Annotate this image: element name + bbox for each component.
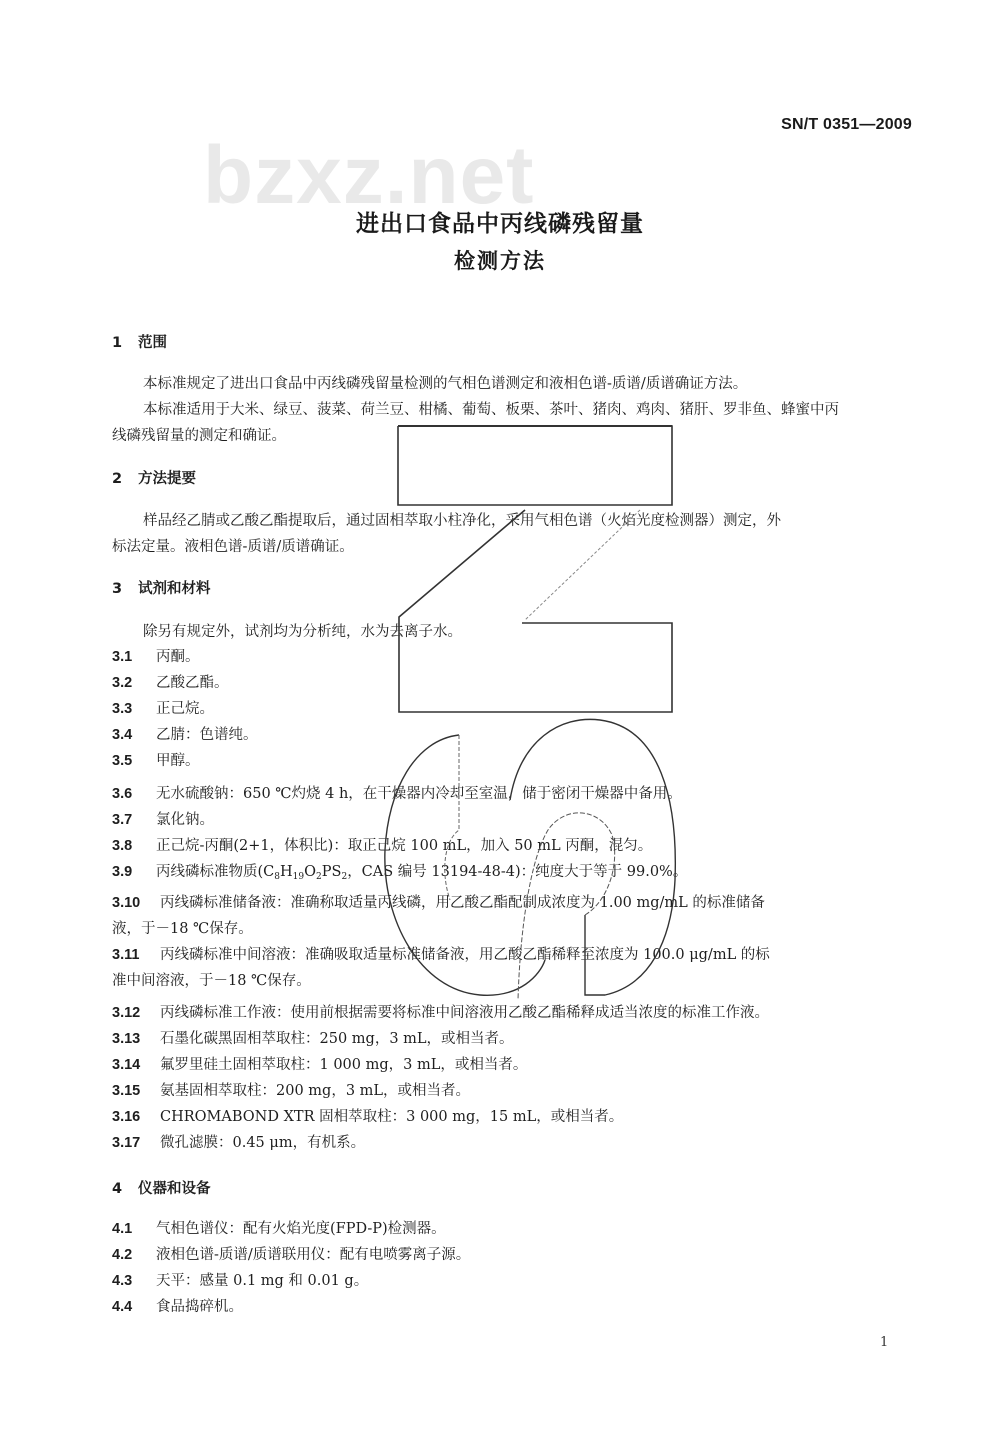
section-heading-scope: 1 范围 [112, 335, 167, 351]
paragraph-continuation: 标法定量。液相色谱-质谱/质谱确证。 [112, 539, 354, 555]
section-heading-instruments: 4 仪器和设备 [112, 1181, 211, 1197]
list-item: 3.14 氟罗里硅土固相萃取柱：1 000 mg，3 mL，或相当者。 [112, 1057, 528, 1073]
list-item: 4.2 液相色谱-质谱/质谱联用仪：配有电喷雾离子源。 [112, 1247, 471, 1263]
list-item: 3.7 氯化钠。 [112, 812, 214, 828]
section-heading-method-summary: 2 方法提要 [112, 471, 196, 487]
list-item: 3.5 甲醇。 [112, 753, 200, 769]
list-item: 3.3 正己烷。 [112, 701, 214, 717]
list-item: 3.10 丙线磷标准储备液：准确称取适量丙线磷，用乙酸乙酯配制成浓度为 1.00 mg/mL 的标准储备 [112, 895, 765, 911]
list-item: 3.8 正己烷-丙酮(2+1，体积比)：取正己烷 100 mL，加入 50 mL 丙酮，混匀。 [112, 838, 653, 854]
document-title: 进出口食品中丙线磷残留量 [356, 211, 644, 237]
list-item-continuation: 液，于－18 ℃保存。 [112, 921, 253, 937]
watermark: bzxz.net [203, 130, 535, 221]
paragraph: 本标准规定了进出口食品中丙线磷残留量检测的气相色谱测定和液相色谱-质谱/质谱确证方法。 [143, 376, 748, 392]
reagents-intro: 除另有规定外，试剂均为分析纯，水为去离子水。 [143, 624, 462, 640]
document-subtitle: 检测方法 [454, 249, 546, 273]
list-item: 3.17 微孔滤膜：0.45 μm，有机系。 [112, 1135, 366, 1151]
list-item: 3.16 CHROMABOND XTR 固相萃取柱：3 000 mg，15 mL，或相当者。 [112, 1109, 624, 1125]
paragraph: 样品经乙腈或乙酸乙酯提取后，通过固相萃取小柱净化，采用气相色谱（火焰光度检测器）测定，外 [143, 513, 781, 529]
list-item: 3.2 乙酸乙酯。 [112, 675, 229, 691]
section-heading-reagents: 3 试剂和材料 [112, 581, 211, 597]
list-item: 3.15 氨基固相萃取柱：200 mg，3 mL，或相当者。 [112, 1083, 471, 1099]
list-item: 4.1 气相色谱仪：配有火焰光度(FPD-P)检测器。 [112, 1221, 446, 1237]
list-item-continuation: 准中间溶液，于－18 ℃保存。 [112, 973, 311, 989]
page-number: 1 [880, 1335, 889, 1350]
list-item: 3.13 石墨化碳黑固相萃取柱：250 mg，3 mL，或相当者。 [112, 1031, 514, 1047]
standard-code: SN/T 0351—2009 [781, 116, 912, 133]
list-item: 3.11 丙线磷标准中间溶液：准确吸取适量标准储备液，用乙酸乙酯稀释至浓度为 100.0 μg/mL 的标 [112, 947, 770, 963]
list-item: 3.9 丙线磷标准物质($C_8H_{19}O_2PS_2$，CAS 编号 13194-48-4)：纯度大于等于 99.0%。 [112, 864, 688, 882]
list-item: 3.12 丙线磷标准工作液：使用前根据需要将标准中间溶液用乙酸乙酯稀释成适当浓度的标准工作液。 [112, 1005, 769, 1021]
z-diagonal-outline [399, 510, 672, 712]
list-item: 3.1 丙酮。 [112, 649, 200, 665]
paragraph: 本标准适用于大米、绿豆、菠菜、荷兰豆、柑橘、葡萄、板栗、茶叶、猪肉、鸡肉、猪肝、罗非鱼、蜂蜜中丙 [143, 402, 839, 418]
z-top-bar-outline [398, 426, 672, 505]
paragraph-continuation: 线磷残留量的测定和确证。 [112, 428, 286, 444]
list-item: 4.3 天平：感量 0.1 mg 和 0.01 g。 [112, 1273, 369, 1289]
list-item: 3.4 乙腈：色谱纯。 [112, 727, 258, 743]
list-item: 3.6 无水硫酸钠：650 ℃灼烧 4 h，在干燥器内冷却至室温，储于密闭干燥器中备用。 [112, 786, 682, 802]
list-item: 4.4 食品捣碎机。 [112, 1299, 243, 1315]
